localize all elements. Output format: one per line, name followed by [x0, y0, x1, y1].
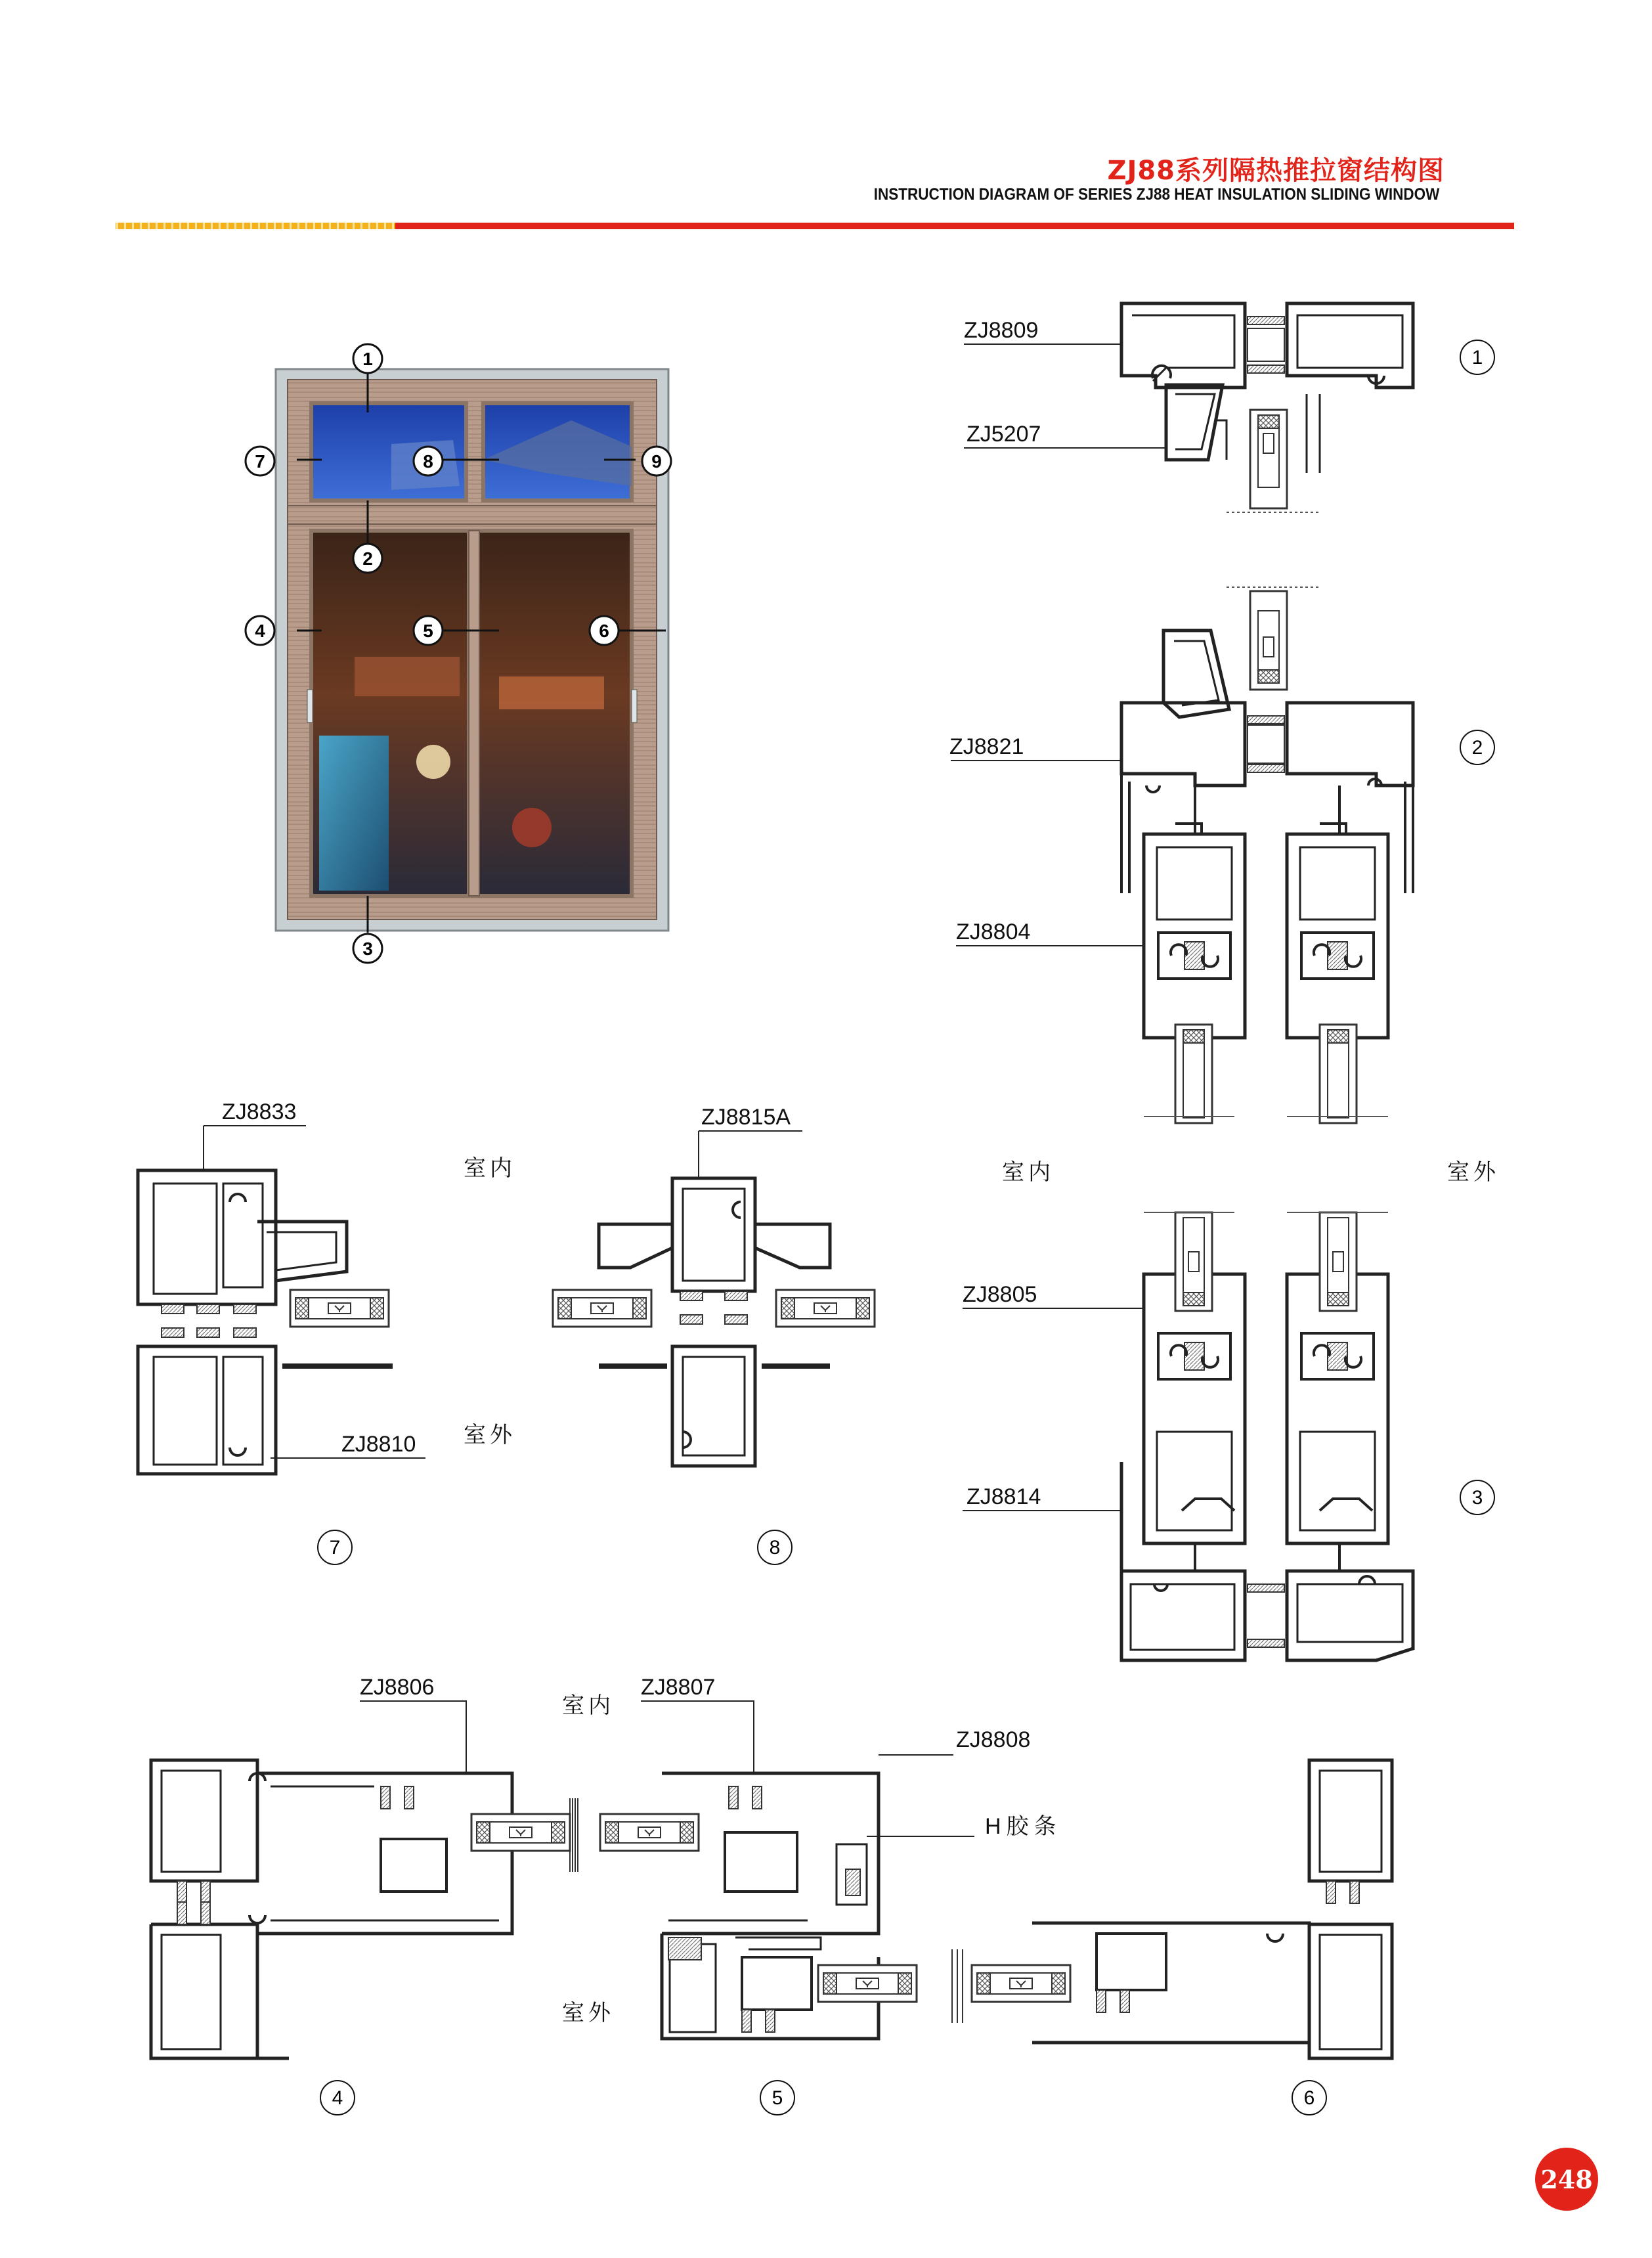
- label-indoor-7: 室内: [464, 1155, 516, 1182]
- window-callout-6: [590, 616, 619, 645]
- section-marker-7: [318, 1530, 352, 1564]
- section-marker-1: [1460, 340, 1494, 374]
- window-callout-1: [353, 344, 382, 373]
- svg-text:1: 1: [1471, 347, 1483, 368]
- svg-text:6: 6: [599, 621, 609, 641]
- svg-text:5: 5: [772, 2087, 783, 2109]
- svg-text:7: 7: [329, 1537, 341, 1559]
- section-6-drawing: [1032, 1760, 1392, 2058]
- header-rule: [116, 223, 1514, 229]
- label-zj8809: ZJ8809: [964, 318, 1039, 343]
- svg-text:9: 9: [651, 451, 662, 472]
- window-callout-5: [414, 616, 443, 645]
- section-marker-8: [758, 1530, 792, 1564]
- label-zj8814: ZJ8814: [967, 1484, 1041, 1509]
- label-outdoor-7: 室外: [464, 1422, 516, 1448]
- svg-text:3: 3: [362, 939, 373, 959]
- page-title-en: INSTRUCTION DIAGRAM OF SERIES ZJ88 HEAT INSULATION SLIDING WINDOW: [873, 185, 1439, 204]
- window-callout-2: [353, 544, 382, 573]
- svg-text:8: 8: [769, 1537, 781, 1559]
- svg-text:1: 1: [362, 349, 373, 369]
- window-callout-8: [414, 447, 443, 476]
- label-zj8815a: ZJ8815A: [701, 1105, 791, 1130]
- section-marker-4: [320, 2081, 355, 2115]
- window-callout-9: [642, 447, 671, 476]
- label-zj8808: ZJ8808: [956, 1727, 1031, 1752]
- section-marker-3: [1460, 1480, 1494, 1515]
- label-zj8806: ZJ8806: [360, 1675, 435, 1700]
- svg-text:4: 4: [255, 621, 265, 641]
- svg-text:8: 8: [423, 451, 433, 472]
- svg-text:5: 5: [423, 621, 433, 641]
- section-2-sashes: [1144, 824, 1388, 1038]
- svg-text:4: 4: [332, 2087, 343, 2109]
- window-callout-4: [246, 616, 274, 645]
- svg-text:6: 6: [1303, 2087, 1315, 2109]
- svg-text:7: 7: [255, 451, 265, 472]
- label-h-strip: H胶条: [985, 1814, 1062, 1839]
- label-zj8821: ZJ8821: [949, 734, 1024, 759]
- page-title-cn: ZJ88系列隔热推拉窗结构图: [1107, 156, 1445, 186]
- section-marker-5: [760, 2081, 794, 2115]
- label-outdoor-right: 室外: [1447, 1159, 1500, 1185]
- label-zj8804: ZJ8804: [956, 919, 1031, 944]
- label-zj8810: ZJ8810: [341, 1432, 416, 1457]
- svg-text:3: 3: [1471, 1487, 1483, 1509]
- window-callout-3: [353, 934, 382, 963]
- section-marker-2: [1460, 730, 1494, 764]
- label-zj8807: ZJ8807: [641, 1675, 716, 1700]
- page-number-badge: 248: [1535, 2148, 1598, 2211]
- svg-text:2: 2: [1471, 737, 1483, 759]
- svg-text:2: 2: [362, 548, 373, 569]
- label-outdoor-bottom: 室外: [562, 2000, 615, 2026]
- label-zj8833: ZJ8833: [222, 1099, 297, 1124]
- section-marker-6: [1292, 2081, 1326, 2115]
- window-illustration: [276, 369, 668, 933]
- label-indoor-right: 室内: [1002, 1159, 1054, 1185]
- label-zj5207: ZJ5207: [967, 422, 1041, 447]
- label-indoor-bottom: 室内: [562, 1693, 615, 1719]
- window-callout-7: [246, 447, 274, 476]
- label-zj8805: ZJ8805: [963, 1282, 1037, 1307]
